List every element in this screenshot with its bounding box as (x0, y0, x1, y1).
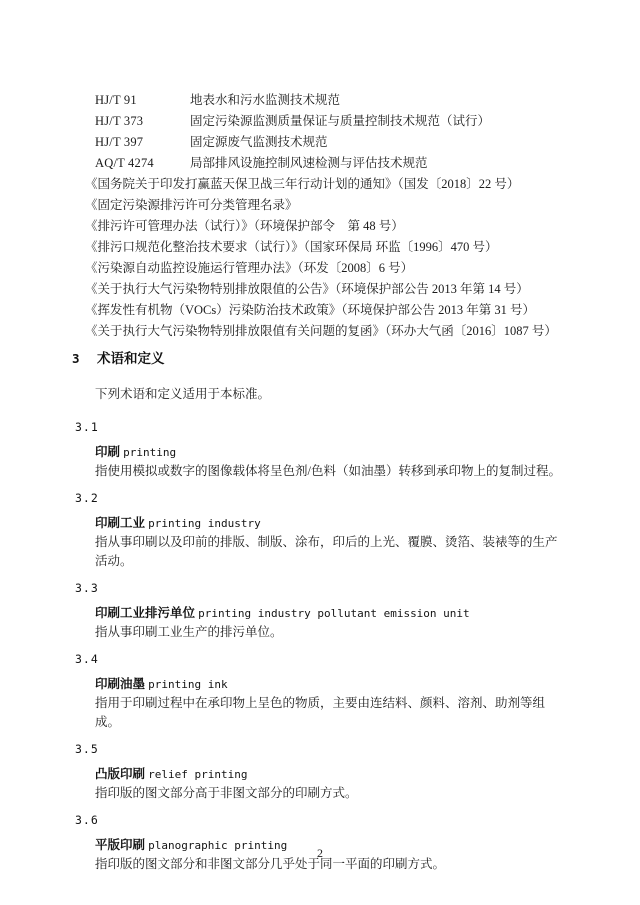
term-chinese: 凸版印刷 (95, 767, 146, 781)
cited-document: 《固定污染源排污许可分类管理名录》 (85, 198, 298, 212)
term-title (72, 765, 568, 784)
term-section (72, 740, 568, 803)
cited-document: 《关于执行大气污染物特别排放限值的公告》（环境保护部公告 2013 年第 14 号） (85, 282, 529, 296)
term-english: relief printing (148, 768, 248, 781)
term-number: 3.3 (75, 581, 99, 595)
cited-document: 《排污许可管理办法（试行）》（环境保护部令 第 48 号） (85, 219, 404, 233)
term-section (72, 489, 568, 571)
cited-document: 《排污口规范化整治技术要求（试行）》（国家环保局 环监〔1996〕470 号） (85, 240, 498, 254)
term-title (72, 514, 568, 533)
section-intro: 下列术语和定义适用于本标准。 (95, 387, 271, 401)
standard-code: AQ/T 4274 (95, 156, 154, 170)
term-english: printing ink (148, 678, 228, 691)
term-definition: 指印版的图文部分高于非图文部分的印刷方式。 (95, 786, 358, 800)
section-heading (72, 349, 568, 369)
cited-document: 《污染源自动监控设施运行管理办法》（环发〔2008〕6 号） (85, 261, 414, 275)
standard-code: HJ/T 397 (95, 135, 144, 149)
term-english: printing industry (148, 517, 261, 530)
term-chinese: 印刷 (95, 445, 121, 459)
section-title: 术语和定义 (97, 351, 165, 366)
cited-document: 《挥发性有机物（VOCs）污染防治技术政策》（环境保护部公告 2013 年第 31 号） (85, 303, 536, 317)
standard-code: HJ/T 373 (95, 114, 144, 128)
term-number: 3.4 (75, 652, 99, 666)
cited-document: 《国务院关于印发打赢蓝天保卫战三年行动计划的通知》（国发〔2018〕22 号） (85, 177, 520, 191)
section-number: 3 (72, 351, 80, 366)
reference-item (72, 90, 568, 111)
term-english: printing industry pollutant emission unit (198, 607, 470, 620)
term-number: 3.1 (75, 420, 99, 434)
term-definition: 指从事印刷工业生产的排污单位。 (95, 625, 283, 639)
reference-item (72, 111, 568, 132)
term-title (72, 675, 568, 694)
reference-item (72, 153, 568, 174)
term-section (72, 811, 568, 874)
term-definition: 指用于印刷过程中在承印物上呈色的物质，主要由连结料、颜料、溶剂、助剂等组成。 (95, 696, 546, 729)
standard-title: 固定污染源监测质量保证与质量控制技术规范（试行） (190, 114, 491, 128)
term-english: printing (123, 446, 177, 459)
terms-list (72, 418, 568, 874)
term-number: 3.5 (75, 742, 99, 756)
standard-title: 地表水和污水监测技术规范 (190, 93, 341, 107)
standard-title: 固定源废气监测技术规范 (190, 135, 328, 149)
cited-document: 《关于执行大气污染物特别排放限值有关问题的复函》（环办大气函〔2016〕1087 号） (85, 324, 557, 338)
term-english: planographic printing (148, 839, 288, 852)
term-section (72, 650, 568, 732)
term-definition: 指印版的图文部分和非图文部分几乎处于同一平面的印刷方式。 (95, 857, 446, 871)
term-chinese: 印刷工业 (95, 516, 146, 530)
term-section (72, 418, 568, 481)
term-chinese: 平版印刷 (95, 838, 146, 852)
term-chinese: 印刷油墨 (95, 677, 146, 691)
term-title (72, 443, 568, 462)
term-section (72, 579, 568, 642)
standard-title: 局部排风设施控制风速检测与评估技术规范 (190, 156, 428, 170)
reference-item (72, 132, 568, 153)
standard-code: HJ/T 91 (95, 93, 137, 107)
term-number: 3.2 (75, 491, 99, 505)
page-number: 2 (317, 846, 323, 860)
term-chinese: 印刷工业排污单位 (95, 606, 196, 620)
term-definition: 指使用模拟或数字的图像载体将呈色剂/色料（如油墨）转移到承印物上的复制过程。 (95, 464, 561, 478)
term-title (72, 604, 568, 623)
term-number: 3.6 (75, 813, 99, 827)
term-definition: 指从事印刷以及印前的排版、制版、涂布，印后的上光、覆膜、烫箔、装裱等的生产活动。 (95, 535, 558, 568)
references-list (72, 90, 568, 342)
